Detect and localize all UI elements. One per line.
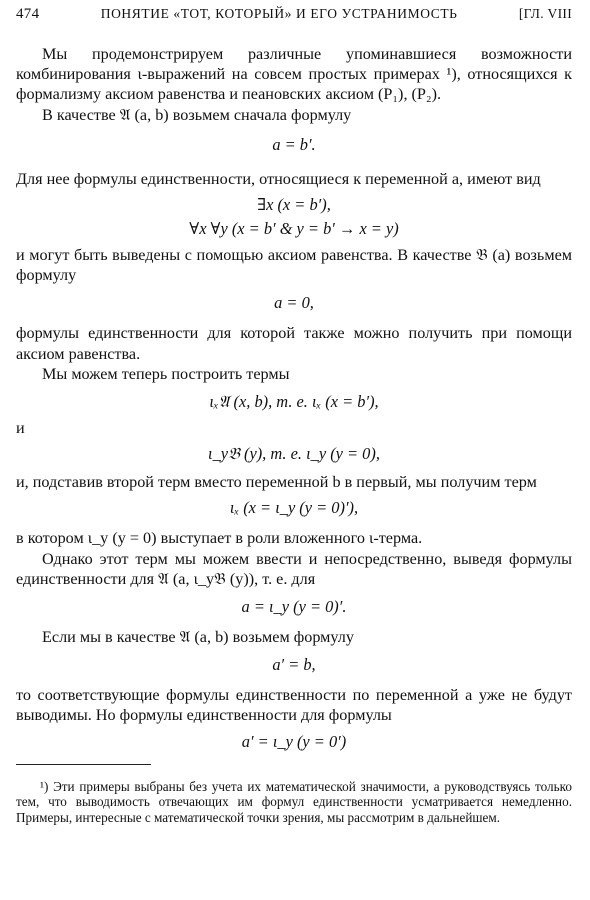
- formula-1: a = b′.: [272, 134, 316, 154]
- paragraph-4: и могут быть выведены с помощью аксиом равенства. В качестве 𝔅 (a) возьмем формулу: [16, 246, 572, 285]
- formula-2b: ∀x ∀y (x = b′ & y = b′ → x = y): [189, 219, 399, 239]
- footnote-divider: [16, 764, 151, 765]
- page-number: 474: [16, 6, 40, 22]
- running-header: [16, 6, 572, 34]
- footnote-text: ¹) Эти примеры выбраны без учета их математической значимости, а руководствуясь только тем, что выводимость отвечающих им формул единственности усматривается немедленно. Примеры, интересные с математической точки зрения, мы рассмотрим в дальнейшем.: [16, 778, 572, 825]
- formula-9: a′ = ι_y (y = 0′): [241, 731, 347, 751]
- formula-7: a = ι_y (y = 0)′.: [241, 597, 347, 617]
- paragraph-6: Мы можем теперь построить термы: [42, 364, 290, 383]
- paragraph-7: и: [16, 419, 25, 438]
- paragraph-1: Мы продемонстрируем различные упоминавшиеся возможности комбинирования ι-выражений на совсем простых примерах ¹), относящихся к формализму аксиом равенства и пеановских аксиом (P₁), (P₂).: [16, 45, 572, 104]
- formula-3: a = 0,: [274, 293, 314, 313]
- paragraph-8: и, подставив второй терм вместо переменной b в первый, мы получим терм: [16, 473, 537, 492]
- paragraph-5: формулы единственности для которой также можно получить при помощи аксиом равенства.: [16, 324, 572, 363]
- chapter-label: [ГЛ. VIII: [518, 6, 572, 21]
- paragraph-10: Однако этот терм мы можем ввести и непосредственно, выведя формулы единственности для 𝔄 (a, ι_y𝔅 (y)), т. е. для: [16, 549, 572, 588]
- paragraph-12: то соответствующие формулы единственности по переменной a уже не будут выводимы. Но формулы единственности для формулы: [16, 686, 572, 725]
- paragraph-9: в котором ι_y (y = 0) выступает в роли вложенного ι-терма.: [16, 529, 423, 548]
- running-title: ПОНЯТИЕ «ТОТ, КОТОРЫЙ» И ЕГО УСТРАНИМОСТЬ: [100, 6, 458, 21]
- formula-4: ιₓ𝔄 (x, b), т. е. ιₓ (x = b′),: [209, 392, 379, 412]
- formula-5: ι_y𝔅 (y), т. е. ι_y (y = 0),: [208, 444, 380, 464]
- formula-8: a′ = b,: [272, 655, 316, 675]
- formula-2a: ∃x (x = b′),: [257, 195, 331, 215]
- footnote-area: [16, 764, 572, 826]
- paragraph-2: В качестве 𝔄 (a, b) возьмем сначала формулу: [42, 105, 352, 124]
- main-text: [16, 44, 572, 752]
- paragraph-3: Для нее формулы единственности, относящиеся к переменной a, имеют вид: [16, 169, 541, 188]
- paragraph-11: Если мы в качестве 𝔄 (a, b) возьмем формулу: [42, 628, 354, 647]
- formula-6: ιₓ (x = ι_y (y = 0)′),: [229, 498, 359, 518]
